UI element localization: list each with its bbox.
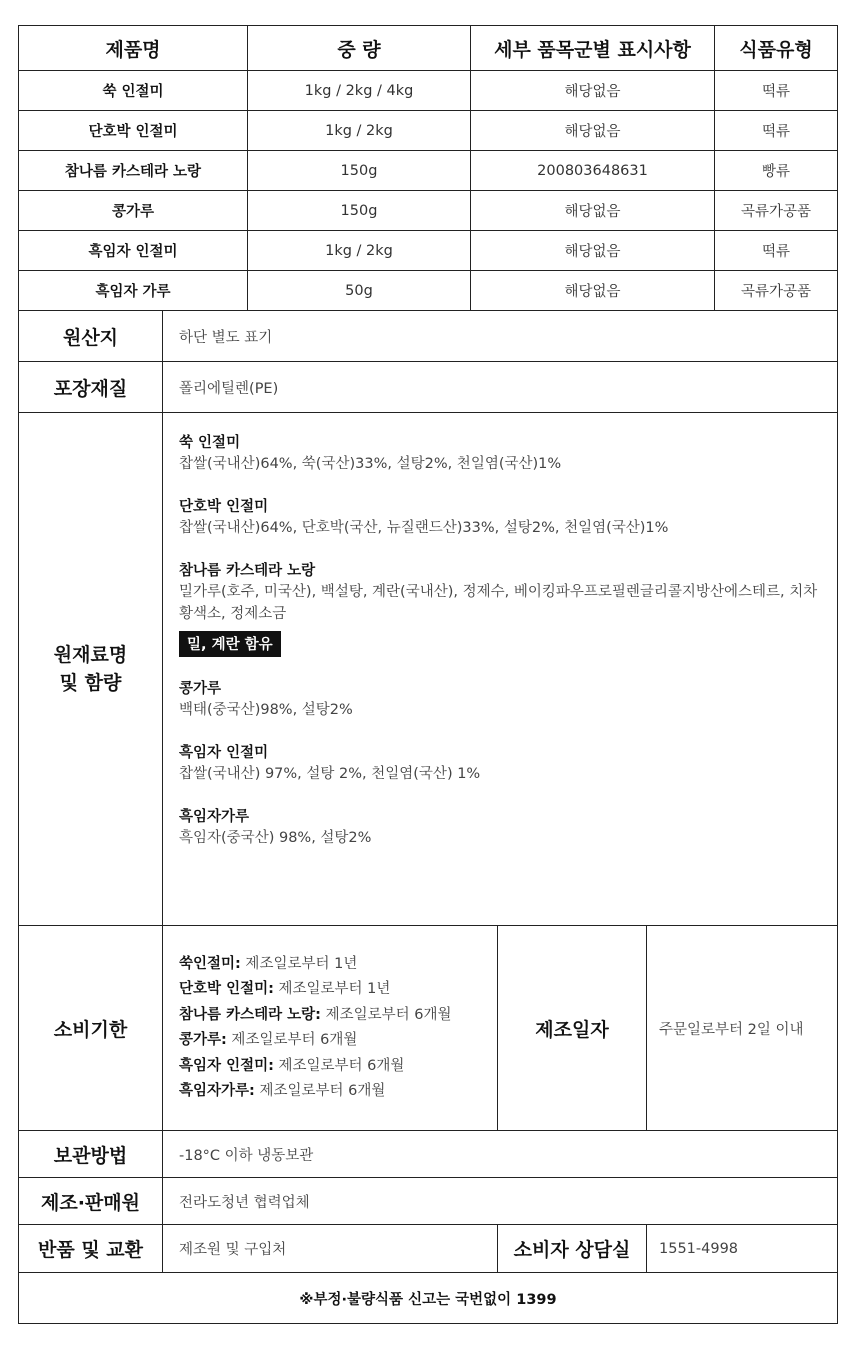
product-name: 참나름 카스테라 노랑 <box>19 151 248 191</box>
storage-value: -18°C 이하 냉동보관 <box>163 1131 838 1178</box>
ingredient-name: 단호박 인절미 <box>179 499 269 515</box>
manufacture-date-label: 제조일자 <box>498 926 647 1131</box>
product-row <box>19 231 838 271</box>
expiry-item <box>179 1079 497 1105</box>
ingredient-name: 콩가루 <box>179 681 222 697</box>
product-type: 떡류 <box>715 231 838 271</box>
returns-value: 제조원 및 구입처 <box>163 1225 498 1273</box>
ingredient-name: 흑임자 인절미 <box>179 745 269 761</box>
ingredient-item <box>179 679 823 721</box>
expiry-item-value: 제조일로부터 6개월 <box>226 1032 358 1048</box>
product-info-sheet <box>18 25 838 1324</box>
product-name: 단호박 인절미 <box>19 111 248 151</box>
expiry-item-name: 참나름 카스테라 노랑: <box>179 1006 321 1023</box>
product-detail: 해당없음 <box>471 111 715 151</box>
product-type: 떡류 <box>715 111 838 151</box>
product-name: 쑥 인절미 <box>19 71 248 111</box>
manufacture-date-value: 주문일로부터 2일 이내 <box>647 926 838 1131</box>
ingredient-name: 참나름 카스테라 노랑 <box>179 563 316 579</box>
product-row <box>19 111 838 151</box>
info-table <box>18 311 838 1324</box>
ingredient-item <box>179 497 823 539</box>
expiry-item <box>179 1003 497 1029</box>
ingredient-text: 밀가루(호주, 미국산), 백설탕, 계란(국내산), 정제수, 베이킹파우프로필렌글리콜지방산에스테르, 치차황색소, 정제소금 <box>179 584 818 622</box>
product-detail: 해당없음 <box>471 71 715 111</box>
ingredients-row <box>19 413 838 926</box>
ingredient-text: 찹쌀(국내산) 97%, 설탕 2%, 천일염(국산) 1% <box>179 766 481 782</box>
product-row <box>19 271 838 311</box>
product-type: 떡류 <box>715 71 838 111</box>
report-notice: ※부정·불량식품 신고는 국번없이 1399 <box>19 1273 838 1324</box>
report-row <box>19 1273 838 1324</box>
ingredient-item <box>179 433 823 475</box>
expiry-item-value: 제조일로부터 6개월 <box>273 1057 405 1074</box>
product-weight: 50g <box>248 271 471 311</box>
expiry-item <box>179 977 497 1003</box>
product-type: 빵류 <box>715 151 838 191</box>
expiry-item-name: 흑임자가루: <box>179 1083 255 1099</box>
expiry-row <box>19 926 838 1131</box>
returns-row <box>19 1225 838 1273</box>
expiry-item-name: 흑임자 인절미: <box>179 1057 274 1074</box>
origin-label: 원산지 <box>19 311 163 362</box>
manufacturer-value: 전라도청년 협력업체 <box>163 1178 838 1225</box>
ingredient-item <box>179 807 823 849</box>
ingredient-item <box>179 561 823 657</box>
origin-row <box>19 311 838 362</box>
storage-row <box>19 1131 838 1178</box>
origin-value: 하단 별도 표기 <box>163 311 838 362</box>
returns-label: 반품 및 교환 <box>19 1225 163 1273</box>
product-row <box>19 151 838 191</box>
expiry-item-value: 제조일로부터 1년 <box>240 955 358 972</box>
ingredient-text: 흑임자(중국산) 98%, 설탕2% <box>179 830 372 846</box>
expiry-label: 소비기한 <box>19 926 163 1131</box>
manufacturer-row <box>19 1178 838 1225</box>
product-weight: 150g <box>248 191 471 231</box>
packaging-row <box>19 362 838 413</box>
ingredients-cell <box>163 413 838 926</box>
ingredient-text: 찹쌀(국내산)64%, 단호박(국산, 뉴질랜드산)33%, 설탕2%, 천일염(국산)1% <box>179 520 669 536</box>
allergen-badge: 밀, 계란 함유 <box>179 631 281 657</box>
product-weight: 1kg / 2kg <box>248 111 471 151</box>
ingredient-item <box>179 743 823 785</box>
ingredients-label: 원재료명 및 함량 <box>53 644 128 694</box>
product-name: 흑임자 인절미 <box>19 231 248 271</box>
expiry-item-name: 콩가루: <box>179 1032 227 1048</box>
header-product-name: 제품명 <box>19 26 248 71</box>
product-row <box>19 191 838 231</box>
product-table-header <box>19 26 838 71</box>
expiry-item-name: 쑥인절미: <box>179 955 241 972</box>
product-name: 흑임자 가루 <box>19 271 248 311</box>
storage-label: 보관방법 <box>19 1131 163 1178</box>
product-detail: 해당없음 <box>471 231 715 271</box>
expiry-item <box>179 1054 497 1080</box>
product-detail: 200803648631 <box>471 151 715 191</box>
expiry-item <box>179 1028 497 1054</box>
product-name: 콩가루 <box>19 191 248 231</box>
product-type: 곡류가공품 <box>715 191 838 231</box>
product-detail: 해당없음 <box>471 191 715 231</box>
header-weight: 중 량 <box>248 26 471 71</box>
expiry-item <box>179 952 497 978</box>
consumer-center-phone: 1551-4998 <box>647 1225 838 1273</box>
expiry-item-value: 제조일로부터 6개월 <box>254 1083 386 1099</box>
expiry-cell <box>163 926 498 1131</box>
product-row <box>19 71 838 111</box>
ingredient-name: 흑임자가루 <box>179 809 250 825</box>
packaging-value: 폴리에틸렌(PE) <box>163 362 838 413</box>
product-weight: 150g <box>248 151 471 191</box>
product-weight: 1kg / 2kg / 4kg <box>248 71 471 111</box>
expiry-item-name: 단호박 인절미: <box>179 981 274 997</box>
product-type: 곡류가공품 <box>715 271 838 311</box>
header-detail: 세부 품목군별 표시사항 <box>471 26 715 71</box>
ingredient-name: 쑥 인절미 <box>179 435 241 451</box>
consumer-center-label: 소비자 상담실 <box>498 1225 647 1273</box>
packaging-label: 포장재질 <box>19 362 163 413</box>
header-food-type: 식품유형 <box>715 26 838 71</box>
product-detail: 해당없음 <box>471 271 715 311</box>
manufacturer-label: 제조·판매원 <box>19 1178 163 1225</box>
ingredient-text: 백태(중국산)98%, 설탕2% <box>179 702 353 718</box>
expiry-item-value: 제조일로부터 1년 <box>273 981 391 997</box>
product-table <box>18 25 838 311</box>
product-weight: 1kg / 2kg <box>248 231 471 271</box>
ingredient-text: 찹쌀(국내산)64%, 쑥(국산)33%, 설탕2%, 천일염(국산)1% <box>179 456 562 472</box>
expiry-item-value: 제조일로부터 6개월 <box>320 1006 452 1023</box>
